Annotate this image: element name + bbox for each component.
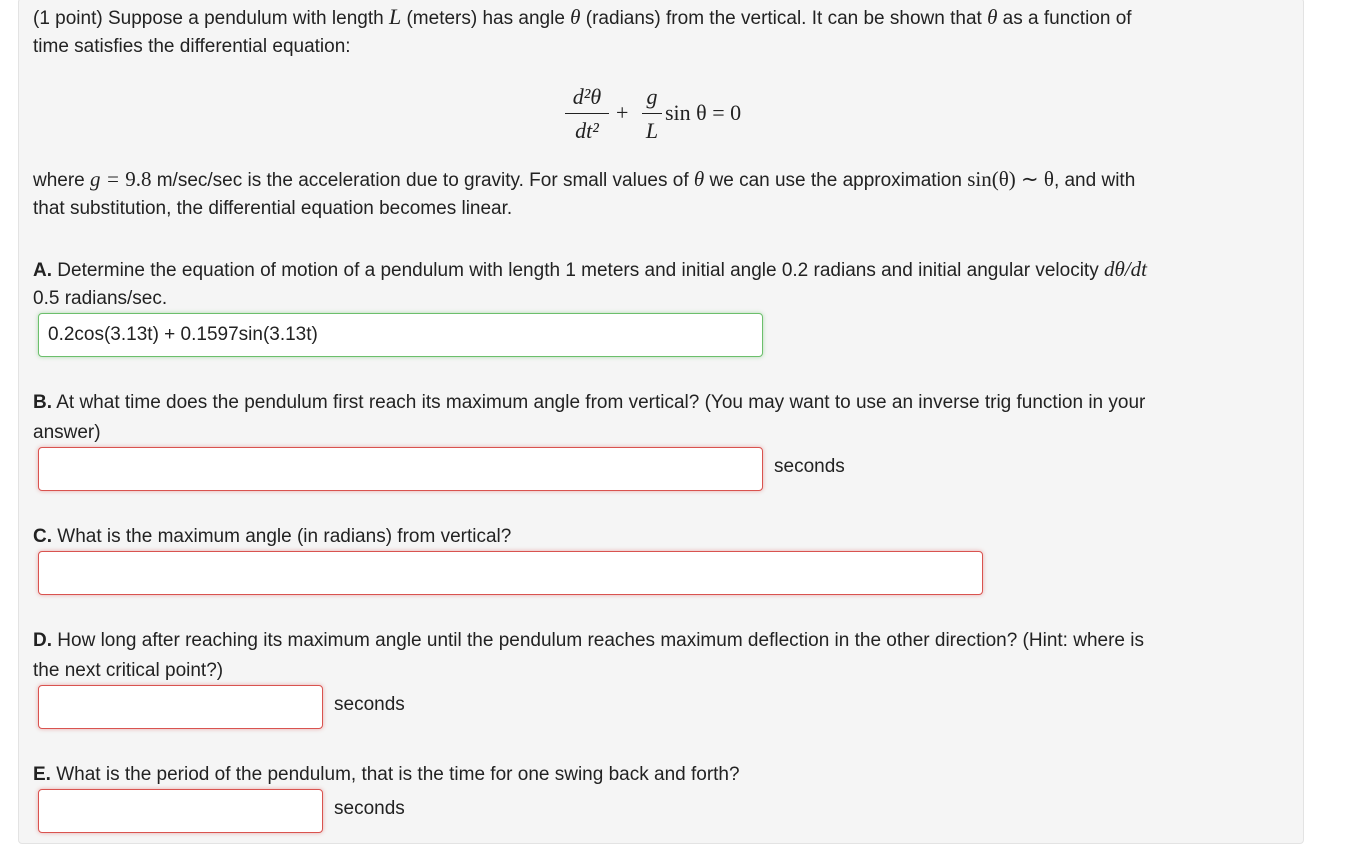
intro-text: (meters) has angle bbox=[401, 8, 571, 29]
eq-denominator-L: L bbox=[645, 118, 659, 143]
part-c-label: C. bbox=[33, 526, 52, 547]
eq-fraction-bar-1 bbox=[565, 113, 609, 114]
math-L: L bbox=[388, 4, 402, 29]
part-e-label: E. bbox=[33, 764, 51, 785]
math-sin-approx: sin(θ) ∼ θ bbox=[967, 167, 1054, 191]
part-b-question-line-2: answer) bbox=[33, 422, 101, 443]
intro-line-1 bbox=[33, 2, 1132, 34]
part-d-unit-label: seconds bbox=[334, 694, 405, 715]
part-d-question-line-1 bbox=[33, 626, 1144, 656]
part-a-question-line-1 bbox=[33, 254, 1147, 286]
part-b-answer-input[interactable] bbox=[38, 447, 763, 491]
intro-text: as a function of bbox=[997, 8, 1132, 29]
eq-numerator-d2theta: d²θ bbox=[572, 84, 602, 109]
part-c-answer-input[interactable] bbox=[38, 551, 983, 595]
eq-sin-theta: sin θ = 0 bbox=[665, 100, 742, 125]
part-a-label: A. bbox=[33, 260, 52, 281]
intro-text: (radians) from the vertical. It can be shown that bbox=[580, 8, 988, 29]
part-e-answer-input[interactable] bbox=[38, 789, 323, 833]
math-theta: θ bbox=[570, 5, 581, 29]
part-a-text: Determine the equation of motion of a pendulum with length 1 meters and initial angle 0.2 radians and initial angular velocity bbox=[52, 260, 1104, 281]
part-d-text: How long after reaching its maximum angle until the pendulum reaches maximum deflection in the other direction? (Hint: where is bbox=[52, 630, 1144, 651]
math-theta: θ bbox=[693, 167, 705, 191]
math-theta: θ bbox=[987, 5, 998, 29]
math-dtheta-dt: dθ/dt bbox=[1103, 257, 1147, 281]
part-a-answer-input[interactable] bbox=[38, 313, 763, 357]
part-b-unit-label: seconds bbox=[774, 456, 845, 477]
part-b-label: B. bbox=[33, 392, 52, 413]
part-d-question-line-2: the next critical point?) bbox=[33, 660, 224, 681]
part-e-text: What is the period of the pendulum, that is the time for one swing back and forth? bbox=[50, 764, 740, 785]
part-c-text: What is the maximum angle (in radians) from vertical? bbox=[52, 526, 512, 547]
part-e-unit-label: seconds bbox=[334, 798, 405, 819]
where-text: m/sec/sec is the acceleration due to gravity. For small values of bbox=[151, 170, 694, 191]
intro-line-2: time satisfies the differential equation: bbox=[33, 36, 351, 57]
where-line-1 bbox=[33, 164, 1135, 196]
where-text: where bbox=[33, 170, 91, 191]
math-g-equals: g = bbox=[90, 167, 126, 191]
part-b-text: At what time does the pendulum first reach its maximum angle from vertical? (You may want to use an inverse trig function in your bbox=[52, 392, 1146, 413]
where-text: , and with bbox=[1053, 170, 1136, 191]
eq-fraction-bar-2 bbox=[642, 113, 662, 114]
eq-numerator-g: g bbox=[646, 84, 658, 109]
where-line-2: that substitution, the differential equation becomes linear. bbox=[33, 198, 513, 219]
eq-plus: + bbox=[616, 100, 629, 125]
intro-text: (1 point) Suppose a pendulum with length bbox=[33, 8, 389, 29]
part-e-question-line-1 bbox=[33, 760, 740, 790]
part-a-question-line-2: 0.5 radians/sec. bbox=[33, 288, 168, 309]
math-g-value: 9.8 bbox=[125, 167, 152, 191]
part-d-label: D. bbox=[33, 630, 52, 651]
where-text: we can use the approximation bbox=[704, 170, 968, 191]
part-c-question-line-1 bbox=[33, 522, 511, 552]
part-d-answer-input[interactable] bbox=[38, 685, 323, 729]
eq-denominator-dt2: dt² bbox=[575, 118, 599, 143]
part-b-question-line-1 bbox=[33, 388, 1145, 418]
